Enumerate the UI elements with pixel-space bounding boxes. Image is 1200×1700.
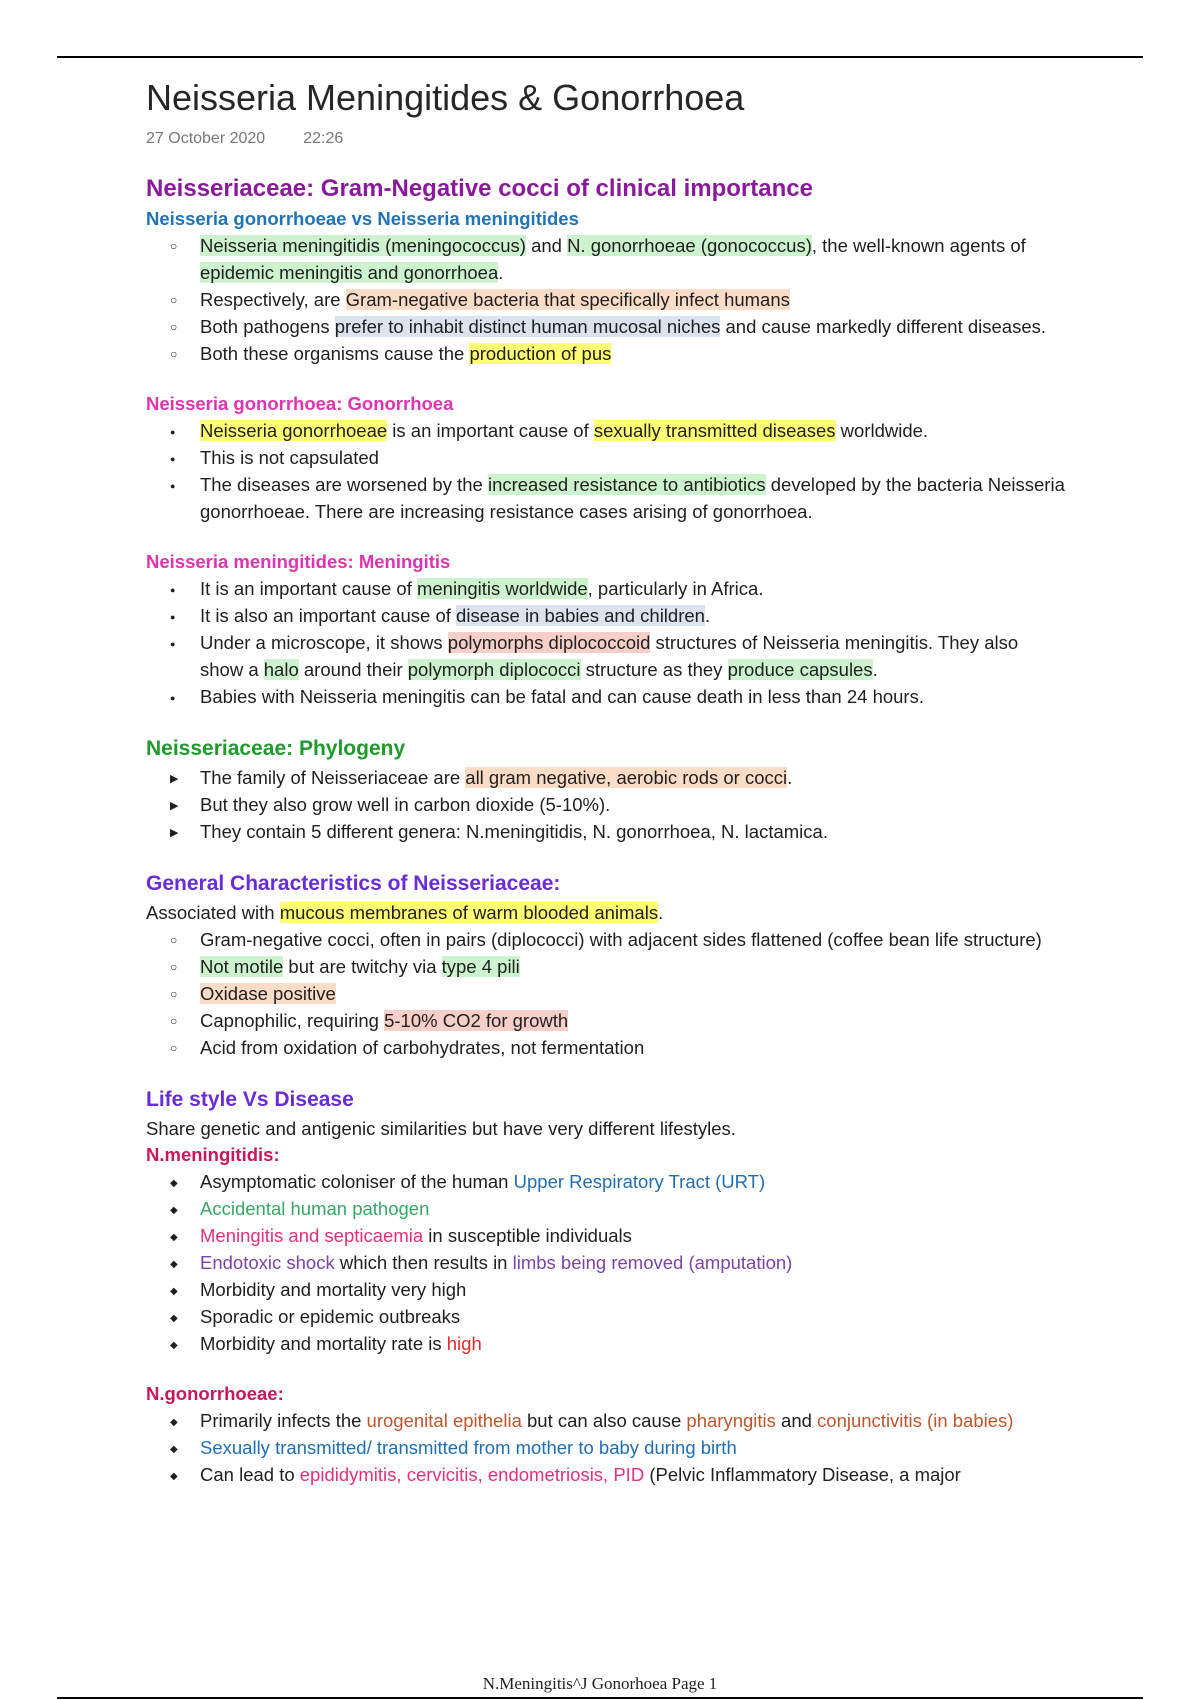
- list-item: ○ Acid from oxidation of carbohydrates, not fermentation: [146, 1034, 1066, 1061]
- list-item: ◆ Meningitis and septicaemia in susceptible individuals: [146, 1222, 1066, 1249]
- heading-n-gonorrhoeae: N.gonorrhoeae:: [146, 1383, 284, 1404]
- list-item: ○ Both these organisms cause the production of pus: [146, 340, 1066, 367]
- list-item: ● This is not capsulated: [146, 444, 1066, 471]
- list-item: ● The diseases are worsened by the increased resistance to antibiotics developed by the bacteria Neisseria gonorrhoeae. There are increasing resistance cases arising of gonorrhoea.: [146, 471, 1066, 525]
- heading-phylogeny: Neisseriaceae: Phylogeny: [146, 737, 406, 760]
- list-item: ○ Capnophilic, requiring 5-10% CO2 for growth: [146, 1007, 1066, 1034]
- list-item: ● Babies with Neisseria meningitis can be fatal and can cause death in less than 24 hours.: [146, 683, 1066, 710]
- heading-meningitis: Neisseria meningitides: Meningitis: [146, 551, 451, 572]
- list-item: ○ Gram-negative cocci, often in pairs (diplococci) with adjacent sides flattened (coffee bean life structure): [146, 926, 1066, 953]
- list-item: ◆ Asymptomatic coloniser of the human Upper Respiratory Tract (URT): [146, 1168, 1066, 1195]
- list-item: ▶ They contain 5 different genera: N.meningitidis, N. gonorrhoea, N. lactamica.: [146, 818, 1066, 845]
- lifestyle-intro: Share genetic and antigenic similarities but have very different lifestyles.: [146, 1118, 736, 1139]
- list-meningitis: [146, 575, 1066, 710]
- heading-general-characteristics: General Characteristics of Neisseriaceae:: [146, 872, 561, 895]
- list-item: ◆ Morbidity and mortality very high: [146, 1276, 1066, 1303]
- list-characteristics: [146, 926, 1066, 1061]
- heading-neisseriaceae-gram-negative: Neisseriaceae: Gram-Negative cocci of clinical importance: [146, 175, 813, 202]
- top-rule: [57, 56, 1143, 58]
- page-date: 27 October 2020: [146, 130, 266, 147]
- list-item: ● Under a microscope, it shows polymorphs diplococcoid structures of Neisseria meningitis. They also show a halo around their polymorph diplococci structure as they produce capsules.: [146, 629, 1066, 683]
- list-item: ● Neisseria gonorrhoeae is an important cause of sexually transmitted diseases worldwide.: [146, 417, 1066, 444]
- list-item: ◆ Accidental human pathogen: [146, 1195, 1066, 1222]
- list-phylogeny: [146, 764, 1066, 845]
- page-footer: N.Meningitis^J Gonorhoea Page 1: [482, 1674, 718, 1693]
- heading-n-meningitidis: N.meningitidis:: [146, 1144, 280, 1165]
- list-item: ▶ But they also grow well in carbon dioxide (5-10%).: [146, 791, 1066, 818]
- list-item: ◆ Sporadic or epidemic outbreaks: [146, 1303, 1066, 1330]
- list-item: ◆ Endotoxic shock which then results in limbs being removed (amputation): [146, 1249, 1066, 1276]
- page-time: 22:26: [303, 130, 344, 147]
- bottom-rule: [57, 1697, 1143, 1699]
- list-n-gonorrhoeae: [146, 1407, 1066, 1488]
- list-item: ● It is also an important cause of disease in babies and children.: [146, 602, 1066, 629]
- list-item: ◆ Sexually transmitted/ transmitted from mother to baby during birth: [146, 1434, 1066, 1461]
- page-meta: [146, 130, 1066, 152]
- heading-lifestyle-vs-disease: Life style Vs Disease: [146, 1088, 354, 1111]
- page-title: Neisseria Meningitides & Gonorrhoea: [146, 77, 745, 118]
- list-item: ○ Both pathogens prefer to inhabit distinct human mucosal niches and cause markedly different diseases.: [146, 313, 1066, 340]
- list-item: ○ Respectively, are Gram-negative bacteria that specifically infect humans: [146, 286, 1066, 313]
- list-item: ○ Not motile but are twitchy via type 4 pili: [146, 953, 1066, 980]
- list-item: ◆ Morbidity and mortality rate is high: [146, 1330, 1066, 1357]
- list-item: ◆ Primarily infects the urogenital epithelia but can also cause pharyngitis and conjunctivitis (in babies): [146, 1407, 1066, 1434]
- list-item: ○ Oxidase positive: [146, 980, 1066, 1007]
- list-gonorrhoea: [146, 417, 1066, 525]
- list-item: ▶ The family of Neisseriaceae are all gram negative, aerobic rods or cocci.: [146, 764, 1066, 791]
- heading-gonorrhoea: Neisseria gonorrhoea: Gonorrhoea: [146, 393, 454, 414]
- list-item: ● It is an important cause of meningitis worldwide, particularly in Africa.: [146, 575, 1066, 602]
- list-n-meningitidis: [146, 1168, 1066, 1357]
- list-item: ○ Neisseria meningitidis (meningococcus) and N. gonorrhoeae (gonococcus), the well-known agents of epidemic meningitis and gonorrhoea.: [146, 232, 1066, 286]
- heading-gonorrhoeae-vs-meningitides: Neisseria gonorrhoeae vs Neisseria meningitides: [146, 208, 579, 229]
- characteristics-intro: Associated with mucous membranes of warm blooded animals.: [146, 902, 664, 923]
- list-overview: [146, 232, 1066, 367]
- page-content: [146, 72, 1066, 1488]
- list-item: ◆ Can lead to epididymitis, cervicitis, endometriosis, PID (Pelvic Inflammatory Disease, a major: [146, 1461, 1066, 1488]
